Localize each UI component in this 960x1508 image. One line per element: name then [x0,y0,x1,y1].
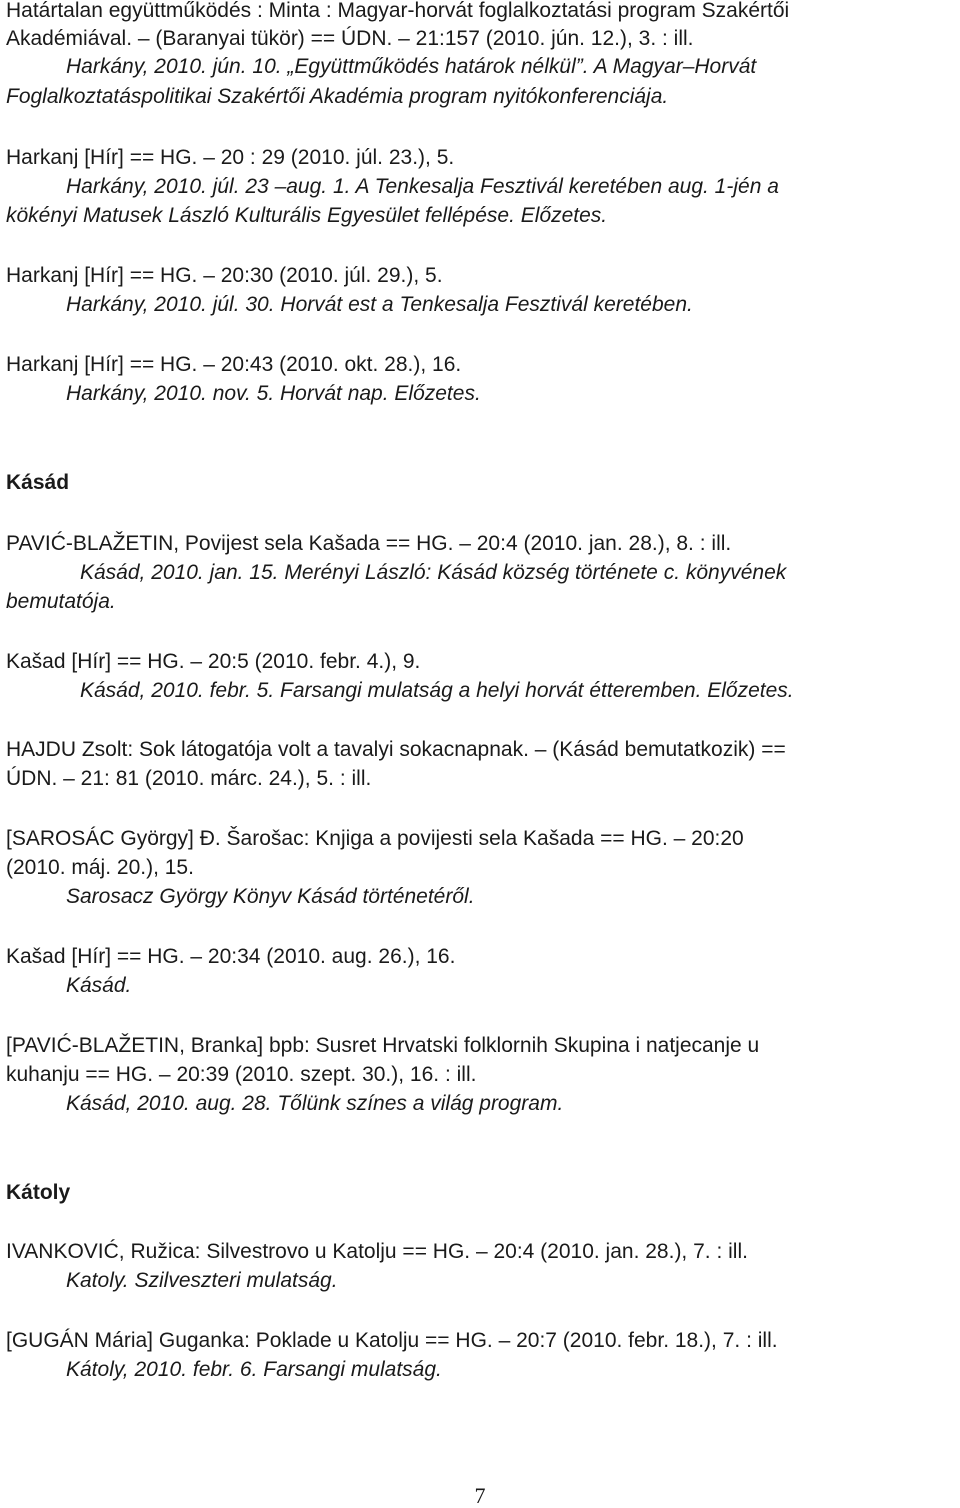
entry-note: Kátoly, 2010. febr. 6. Farsangi mulatság. [66,1358,442,1381]
entry-line: [SAROSÁC György] Đ. Šarošac: Knjiga a povijesti sela Kašada == HG. – 20:20 [6,827,744,850]
entry-line: [GUGÁN Mária] Guganka: Poklade u Katolju == HG. – 20:7 (2010. febr. 18.), 7. : ill. [6,1329,778,1352]
entry-note: Katoly. Szilveszteri mulatság. [66,1269,338,1292]
entry-line: Harkanj [Hír] == HG. – 20 : 29 (2010. júl. 23.), 5. [6,146,455,169]
entry-line: ÚDN. – 21: 81 (2010. márc. 24.), 5. : ill. [6,767,372,790]
entry-line: Harkanj [Hír] == HG. – 20:30 (2010. júl. 29.), 5. [6,264,443,287]
entry-line: IVANKOVIĆ, Ružica: Silvestrovo u Katolju == HG. – 20:4 (2010. jan. 28.), 7. : ill. [6,1240,748,1263]
entry-line: Kašad [Hír] == HG. – 20:34 (2010. aug. 26.), 16. [6,945,456,968]
entry-line: PAVIĆ-BLAŽETIN, Povijest sela Kašada == HG. – 20:4 (2010. jan. 28.), 8. : ill. [6,532,732,555]
entry-note: Kásád, 2010. jan. 15. Merényi László: Kásád község története c. könyvének [80,561,787,584]
entry-note: Harkány, 2010. júl. 23 –aug. 1. A Tenkesalja Fesztivál keretében aug. 1-jén a [66,175,779,198]
entry-note: Sarosacz György Könyv Kásád történetéről. [66,885,475,908]
entry-line: Akadémiával. – (Baranyai tükör) == ÚDN. – 21:157 (2010. jún. 12.), 3. : ill. [6,27,694,50]
entry-note: Harkány, 2010. nov. 5. Horvát nap. Előzetes. [66,382,481,405]
entry-note: Harkány, 2010. jún. 10. „Együttműködés határok nélkül”. A Magyar–Horvát [66,55,757,78]
section-heading: Kátoly [6,1181,71,1204]
page-number: 7 [474,1483,486,1508]
entry-line: [PAVIĆ-BLAŽETIN, Branka] bpb: Susret Hrvatski folklornih Skupina i natjecanje u [6,1034,760,1057]
entry-note: kökényi Matusek László Kulturális Egyesület fellépése. Előzetes. [6,204,608,227]
entry-line: Határtalan együttműködés : Minta : Magyar-horvát foglalkoztatási program Szakértői [6,0,790,22]
entry-line: Harkanj [Hír] == HG. – 20:43 (2010. okt. 28.), 16. [6,353,462,376]
entry-note: Kásád. [66,974,132,997]
section-heading: Kásád [6,471,70,494]
entry-line: kuhanju == HG. – 20:39 (2010. szept. 30.), 16. : ill. [6,1063,477,1086]
entry-line: HAJDU Zsolt: Sok látogatója volt a tavalyi sokacnapnak. – (Kásád bemutatkozik) == [6,738,786,761]
entry-line: (2010. máj. 20.), 15. [6,856,194,879]
entry-note: Harkány, 2010. júl. 30. Horvát est a Tenkesalja Fesztivál keretében. [66,293,693,316]
entry-note: bemutatója. [6,590,116,613]
entry-note: Kásád, 2010. aug. 28. Tőlünk színes a világ program. [66,1092,564,1115]
entry-line: Kašad [Hír] == HG. – 20:5 (2010. febr. 4.), 9. [6,650,421,673]
entry-note: Foglalkoztatáspolitikai Szakértői Akadémia program nyitókonferenciája. [6,85,669,108]
entry-note: Kásád, 2010. febr. 5. Farsangi mulatság a helyi horvát étteremben. Előzetes. [80,679,794,702]
